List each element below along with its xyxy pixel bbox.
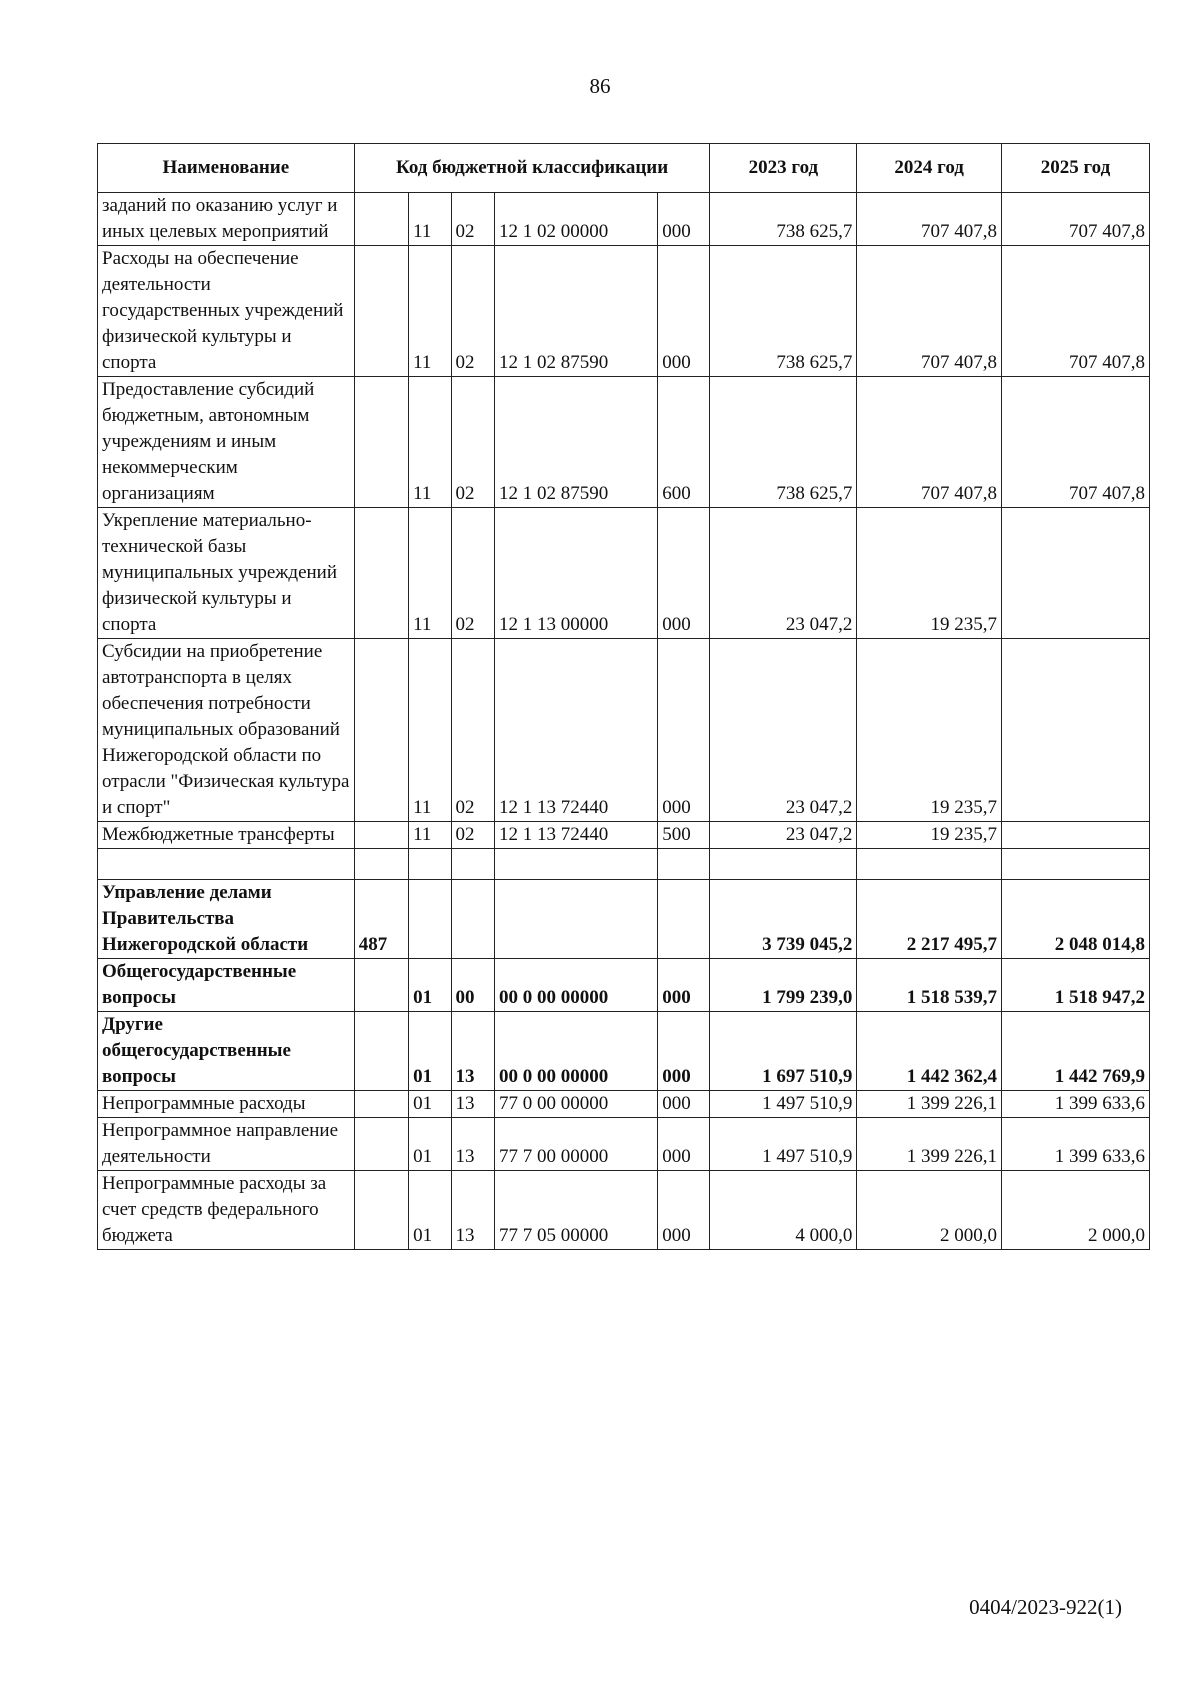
row-subsection-code: 13 [451,1091,495,1118]
row-name: Межбюджетные трансферты [98,822,355,849]
row-section-code: 01 [409,1118,451,1171]
row-amount-2025 [1002,849,1150,880]
row-name: Расходы на обеспечение деятельности государственных учреждений физической культуры и спорта [98,246,355,377]
row-amount-2024: 1 518 539,7 [857,959,1002,1012]
row-target-article: 12 1 02 00000 [495,193,658,246]
row-dept-code [354,193,408,246]
row-dept-code [354,959,408,1012]
row-amount-2024: 2 000,0 [857,1171,1002,1250]
row-section-code: 01 [409,1091,451,1118]
row-name: Предоставление субсидий бюджетным, автономным учреждениям и иным некоммерческим организациям [98,377,355,508]
row-target-article: 12 1 13 72440 [495,822,658,849]
row-target-article: 12 1 13 72440 [495,639,658,822]
row-amount-2023: 738 625,7 [710,193,857,246]
row-amount-2025: 1 399 633,6 [1002,1118,1150,1171]
row-amount-2024: 19 235,7 [857,508,1002,639]
row-section-code: 11 [409,377,451,508]
header-2024: 2024 год [857,144,1002,193]
row-expense-type [658,849,710,880]
row-target-article: 77 7 00 00000 [495,1118,658,1171]
row-name: заданий по оказанию услуг и иных целевых мероприятий [98,193,355,246]
row-subsection-code: 00 [451,959,495,1012]
row-amount-2023: 3 739 045,2 [710,880,857,959]
row-subsection-code: 13 [451,1012,495,1091]
row-subsection-code: 02 [451,377,495,508]
row-expense-type [658,880,710,959]
table-row [98,822,1150,849]
row-expense-type: 600 [658,377,710,508]
row-target-article: 77 0 00 00000 [495,1091,658,1118]
row-amount-2023: 738 625,7 [710,246,857,377]
row-section-code: 11 [409,639,451,822]
row-expense-type: 000 [658,1171,710,1250]
row-amount-2024: 707 407,8 [857,377,1002,508]
table-body [98,193,1150,1250]
row-section-code: 01 [409,1012,451,1091]
row-amount-2024: 2 217 495,7 [857,880,1002,959]
row-target-article: 77 7 05 00000 [495,1171,658,1250]
table-header-row [98,144,1150,193]
row-target-article: 12 1 02 87590 [495,377,658,508]
row-name: Общегосударственные вопросы [98,959,355,1012]
row-name: Укрепление материально-технической базы муниципальных учреждений физической культуры и спорта [98,508,355,639]
row-amount-2025: 2 048 014,8 [1002,880,1150,959]
row-name [98,849,355,880]
row-amount-2025 [1002,639,1150,822]
row-amount-2025: 1 442 769,9 [1002,1012,1150,1091]
row-section-code: 11 [409,246,451,377]
row-target-article: 12 1 02 87590 [495,246,658,377]
row-amount-2023: 4 000,0 [710,1171,857,1250]
row-subsection-code: 02 [451,508,495,639]
row-dept-code [354,849,408,880]
row-expense-type: 000 [658,1118,710,1171]
row-amount-2024: 19 235,7 [857,639,1002,822]
row-amount-2023: 23 047,2 [710,822,857,849]
row-target-article [495,880,658,959]
row-section-code: 01 [409,959,451,1012]
row-amount-2025 [1002,822,1150,849]
row-amount-2024: 1 399 226,1 [857,1118,1002,1171]
table-row [98,959,1150,1012]
row-section-code: 11 [409,193,451,246]
row-amount-2024: 19 235,7 [857,822,1002,849]
row-expense-type: 000 [658,959,710,1012]
table-row [98,508,1150,639]
table-row [98,880,1150,959]
row-expense-type: 500 [658,822,710,849]
row-subsection-code: 02 [451,822,495,849]
table-row [98,1171,1150,1250]
row-amount-2025: 707 407,8 [1002,246,1150,377]
row-amount-2025: 707 407,8 [1002,193,1150,246]
row-target-article: 00 0 00 00000 [495,1012,658,1091]
row-amount-2025 [1002,508,1150,639]
row-amount-2023: 1 497 510,9 [710,1118,857,1171]
row-section-code: 11 [409,508,451,639]
row-name: Непрограммные расходы [98,1091,355,1118]
row-name: Непрограммные расходы за счет средств федерального бюджета [98,1171,355,1250]
header-2025: 2025 год [1002,144,1150,193]
document-code: 0404/2023-922(1) [969,1595,1122,1619]
table-row [98,1012,1150,1091]
row-dept-code [354,246,408,377]
row-amount-2025: 2 000,0 [1002,1171,1150,1250]
row-dept-code [354,1012,408,1091]
header-code: Код бюджетной классификации [354,144,710,193]
table-row [98,1118,1150,1171]
row-section-code [409,849,451,880]
row-amount-2023: 23 047,2 [710,508,857,639]
row-amount-2024: 1 399 226,1 [857,1091,1002,1118]
row-expense-type: 000 [658,508,710,639]
table-row [98,246,1150,377]
row-dept-code [354,822,408,849]
row-amount-2023: 1 697 510,9 [710,1012,857,1091]
row-amount-2023: 1 799 239,0 [710,959,857,1012]
row-amount-2025: 1 399 633,6 [1002,1091,1150,1118]
table-row [98,639,1150,822]
table-row [98,377,1150,508]
row-name: Непрограммное направление деятельности [98,1118,355,1171]
row-expense-type: 000 [658,1012,710,1091]
row-amount-2024 [857,849,1002,880]
row-amount-2024: 1 442 362,4 [857,1012,1002,1091]
row-expense-type: 000 [658,246,710,377]
row-subsection-code [451,880,495,959]
row-section-code [409,880,451,959]
row-dept-code [354,1171,408,1250]
row-amount-2025: 1 518 947,2 [1002,959,1150,1012]
row-dept-code [354,639,408,822]
table-row [98,193,1150,246]
row-expense-type: 000 [658,1091,710,1118]
table-row [98,849,1150,880]
row-amount-2024: 707 407,8 [857,246,1002,377]
row-expense-type: 000 [658,193,710,246]
row-section-code: 01 [409,1171,451,1250]
row-amount-2025: 707 407,8 [1002,377,1150,508]
row-amount-2023: 738 625,7 [710,377,857,508]
row-amount-2023: 1 497 510,9 [710,1091,857,1118]
row-subsection-code: 02 [451,639,495,822]
row-subsection-code: 02 [451,246,495,377]
row-amount-2024: 707 407,8 [857,193,1002,246]
row-name: Субсидии на приобретение автотранспорта в целях обеспечения потребности муниципальных образований Нижегородской области по отрасли "Физическая культура и спорт" [98,639,355,822]
row-dept-code [354,377,408,508]
table-row [98,1091,1150,1118]
header-2023: 2023 год [710,144,857,193]
budget-table [97,143,1150,1250]
row-target-article: 00 0 00 00000 [495,959,658,1012]
row-dept-code [354,1118,408,1171]
header-name: Наименование [98,144,355,193]
row-dept-code [354,508,408,639]
row-subsection-code [451,849,495,880]
row-expense-type: 000 [658,639,710,822]
row-subsection-code: 13 [451,1118,495,1171]
row-name: Управление делами Правительства Нижегородской области [98,880,355,959]
page-number: 86 [589,74,611,98]
row-target-article [495,849,658,880]
row-amount-2023 [710,849,857,880]
row-dept-code: 487 [354,880,408,959]
row-target-article: 12 1 13 00000 [495,508,658,639]
row-section-code: 11 [409,822,451,849]
row-subsection-code: 13 [451,1171,495,1250]
row-dept-code [354,1091,408,1118]
row-amount-2023: 23 047,2 [710,639,857,822]
row-name: Другие общегосударственные вопросы [98,1012,355,1091]
row-subsection-code: 02 [451,193,495,246]
